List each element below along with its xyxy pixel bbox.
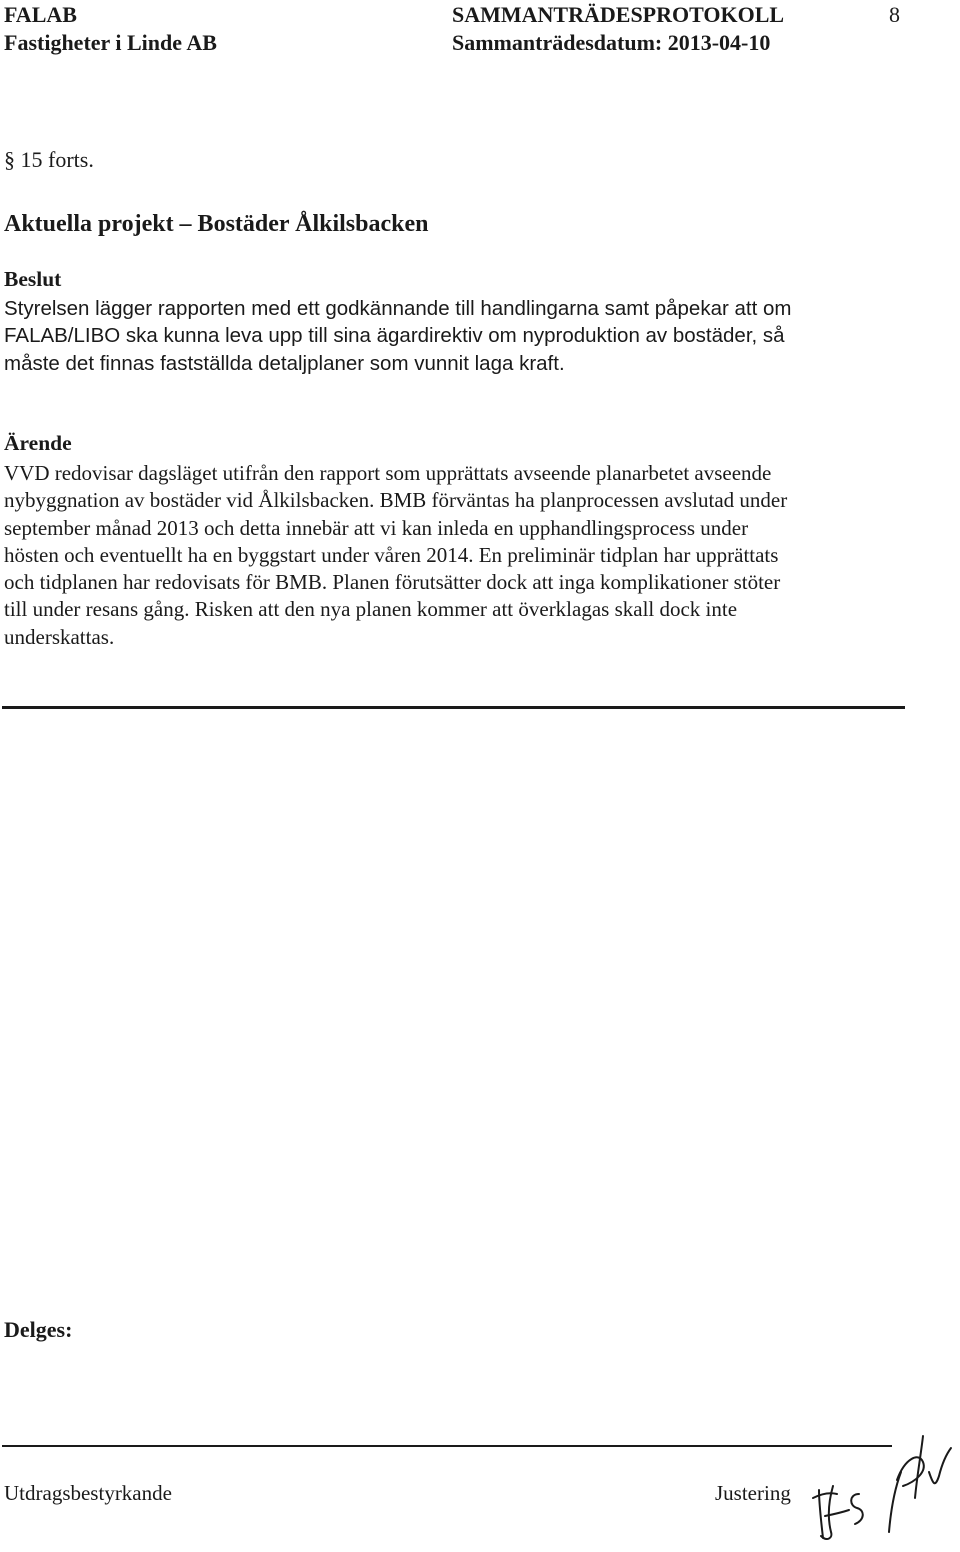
arende-line: nybyggnation av bostäder vid Ålkilsbacken. BMB förväntas ha planprocessen avslutad under bbox=[4, 488, 788, 513]
arende-line: hösten och eventuellt ha en byggstart under våren 2014. En preliminär tidplan har upprättats bbox=[4, 542, 779, 567]
meeting-date: Sammanträdesdatum: 2013-04-10 bbox=[452, 30, 771, 55]
arende-line: VVD redovisar dagsläget utifrån den rapport som upprättats avseende planarbetet avseende bbox=[4, 461, 772, 485]
arende-line: september månad 2013 och detta innebär att vi kan inleda en upphandlingsprocess under bbox=[4, 515, 749, 540]
beslut-heading: Beslut bbox=[4, 267, 62, 291]
org-name: FALAB bbox=[4, 2, 77, 27]
arende-line: till under resans gång. Risken att den nya planen kommer att överklagas skall dock inte bbox=[4, 597, 738, 622]
section-divider bbox=[2, 706, 905, 709]
beslut-line: Styrelsen lägger rapporten med ett godkännande till handlingarna samt påpekar att om bbox=[4, 297, 792, 320]
company-name: Fastigheter i Linde AB bbox=[4, 30, 217, 55]
footer-divider bbox=[2, 1445, 892, 1447]
arende-line: och tidplanen har redovisats för BMB. Planen förutsätter dock att inga komplikationer stöter bbox=[4, 570, 781, 595]
utdragsbestyrkande-label: Utdragsbestyrkande bbox=[4, 1481, 172, 1505]
paragraph-reference: § 15 forts. bbox=[4, 147, 94, 172]
beslut-line: måste det finnas fastställda detaljplaner som vunnit laga kraft. bbox=[4, 351, 565, 375]
page-number: 8 bbox=[889, 2, 900, 27]
arende-text bbox=[4, 460, 787, 651]
delges-label: Delges: bbox=[4, 1317, 73, 1342]
signature-initials-icon bbox=[805, 1428, 957, 1546]
justering-label: Justering bbox=[715, 1481, 791, 1505]
section-title: Aktuella projekt – Bostäder Ålkilsbacken bbox=[4, 211, 429, 237]
arende-heading: Ärende bbox=[4, 431, 72, 455]
beslut-line: FALAB/LIBO ska kunna leva upp till sina ägardirektiv om nyproduktion av bostäder, så bbox=[4, 324, 785, 348]
document-type: SAMMANTRÄDESPROTOKOLL bbox=[452, 2, 785, 27]
beslut-text bbox=[4, 295, 791, 377]
arende-line: underskattas. bbox=[4, 624, 115, 649]
